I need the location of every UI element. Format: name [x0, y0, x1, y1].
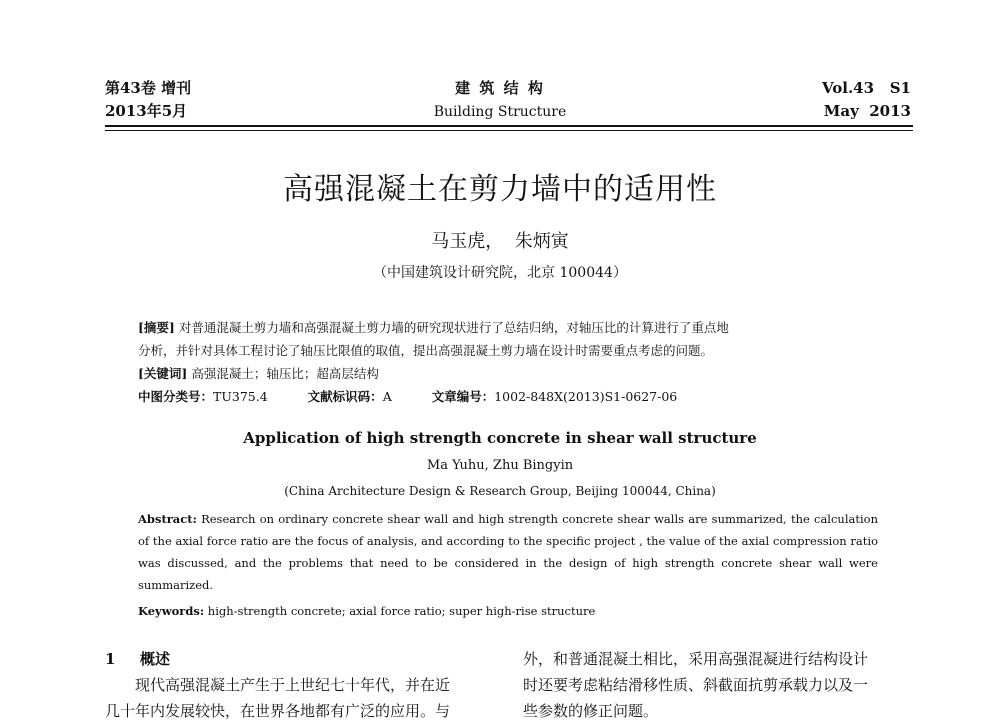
article-no-label: 文章编号：: [431, 389, 495, 404]
article-authors-cn: 马玉虎， 朱炳寅: [431, 231, 569, 252]
body-right-line1: 外，和普通混凝土相比，采用高强混凝进行结构设计: [523, 650, 869, 668]
body-right-line2: 时还要考虑粘结滑移性质、斜截面抗剪承载力以及一: [523, 676, 869, 694]
journal-name-en: Building Structure: [433, 104, 567, 120]
journal-date: 2013年5月: [105, 102, 188, 120]
article-authors-en: Ma Yuhu, Zhu Bingyin: [426, 458, 574, 473]
body-left-line1: 现代高强混凝土产生于上世纪七十年代，并在近: [135, 676, 451, 694]
journal-volume: 第43卷 增刊: [105, 79, 192, 97]
keywords-en-line: [138, 601, 878, 621]
abstract-cn-line1: [138, 316, 898, 339]
doc-code-value: A: [382, 389, 392, 404]
keywords-cn-line: [138, 362, 898, 385]
section-number: 1: [105, 650, 116, 668]
section-title: 概述: [140, 650, 171, 668]
journal-name-cn: 建 筑 结 构: [455, 79, 545, 97]
clc-label: 中图分类号：: [138, 389, 214, 404]
abstract-label-cn: [摘要]: [138, 320, 175, 335]
article-no-value: 1002-848X(2013)S1-0627-06: [494, 389, 678, 404]
article-affiliation-cn: （中国建筑设计研究院，北京 100044）: [373, 265, 627, 281]
header-rule-bottom: [105, 130, 913, 131]
abstract-text-cn-1: 对普通混凝土剪力墙和高强混凝土剪力墙的研究现状进行了总结归纳，对轴压比的计算进行了重点地: [178, 320, 729, 335]
keywords-cn: 高强混凝土；轴压比；超高层结构: [191, 366, 379, 381]
header-rule-top: [105, 125, 913, 127]
article-title-en: Application of high strength concrete in shear wall structure: [243, 429, 757, 447]
article-affiliation-en: (China Architecture Design & Research Group, Beijing 100044, China): [284, 484, 716, 498]
abstract-label-en: Abstract:: [138, 512, 197, 526]
classification-line: [138, 385, 898, 408]
journal-volume-en: Vol.43 S1: [822, 79, 911, 97]
keywords-en: high-strength concrete; axial force ratio; super high-rise structure: [207, 604, 596, 618]
abstract-text-cn-2: 分析，并针对具体工程讨论了轴压比限值的取值，提出高强混凝土剪力墙在设计时需要重点考虑的问题。: [138, 343, 714, 358]
body-left-line2: 几十年内发展较快，在世界各地都有广泛的应用。与: [105, 702, 451, 720]
abstract-text-en: Research on ordinary concrete shear wall and high strength concrete shear walls are summarized, the calculation of the axial force ratio are the focus of analysis, and according to the specific project , the value of the axial compression ratio was discussed, and the problems that need to be considered in the design of high strength concrete shear wall were summarized.: [138, 512, 878, 592]
body-right-line3: 些参数的修正问题。: [523, 702, 659, 720]
abstract-en: [138, 508, 878, 596]
keywords-label-en: Keywords:: [138, 604, 205, 618]
doc-code-label: 文献标识码：: [307, 389, 383, 404]
journal-date-en: May 2013: [823, 102, 911, 120]
keywords-label-cn: [关键词]: [138, 366, 188, 381]
clc-value: TU375.4: [213, 389, 268, 404]
article-title-cn: 高强混凝土在剪力墙中的适用性: [283, 172, 717, 207]
